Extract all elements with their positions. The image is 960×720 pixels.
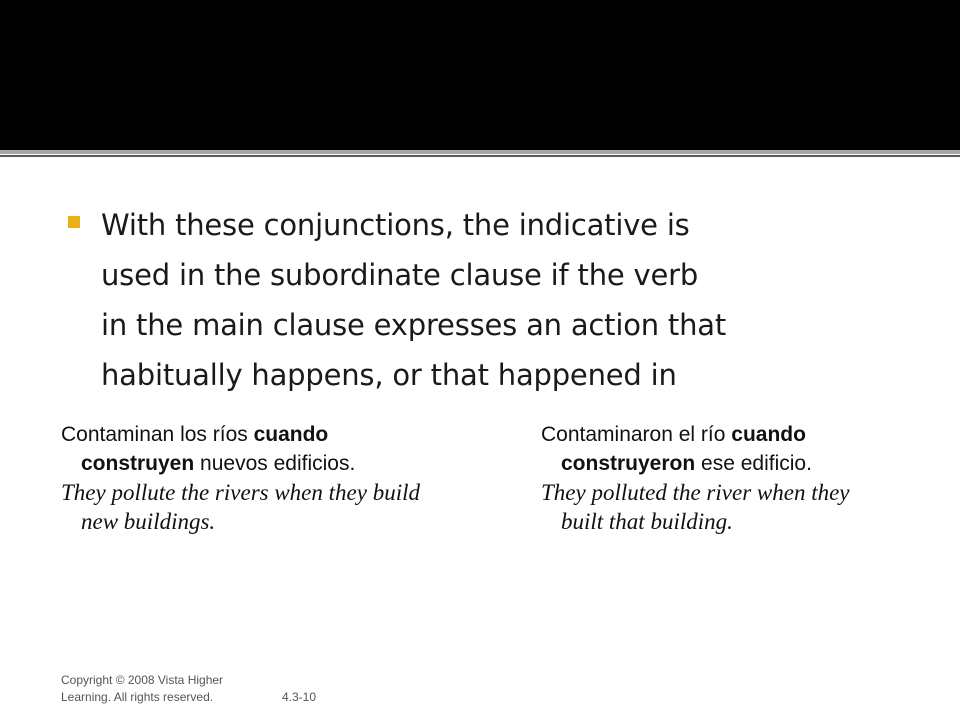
bullet-line: in the main clause expresses an action that <box>101 308 727 342</box>
example-past <box>541 420 941 536</box>
bullet-line: With these conjunctions, the indicative is <box>101 208 690 242</box>
spanish-text: nuevos edificios. <box>194 452 356 475</box>
conjunction-bold: cuando <box>253 423 329 446</box>
bullet-square-icon <box>68 216 80 228</box>
english-translation-line-2: built that building. <box>561 509 733 534</box>
divider-rule <box>0 150 960 154</box>
english-translation-line-1: They pollute the rivers when they build <box>61 480 420 505</box>
spanish-sentence-line-1 <box>61 420 481 449</box>
conjunction-bold: cuando <box>731 423 806 446</box>
divider-rule-dark <box>0 155 960 157</box>
spanish-text: ese edificio. <box>695 452 812 475</box>
spanish-sentence-line-2 <box>541 449 941 478</box>
spanish-sentence-line-2 <box>61 449 481 478</box>
slide-number: 4.3-10 <box>282 690 317 704</box>
english-translation-line-2: new buildings. <box>81 509 216 534</box>
bullet-text <box>101 200 861 400</box>
spanish-sentence-line-1 <box>541 420 941 449</box>
bullet-line: used in the subordinate clause if the verb <box>101 258 699 292</box>
english-translation-line-1: They polluted the river when they <box>541 480 850 505</box>
example-present <box>61 420 481 536</box>
spanish-text: Contaminaron el río <box>541 423 732 446</box>
spanish-text: Contaminan los ríos <box>61 423 254 446</box>
bullet-line: habitually happens, or that happened in <box>101 358 677 392</box>
verb-bold: construyen <box>81 452 195 475</box>
footer-copyright: Copyright © 2008 Vista Higher Learning. All rights reserved. <box>61 673 224 704</box>
title-band <box>0 0 960 150</box>
verb-bold: construyeron <box>561 452 696 475</box>
